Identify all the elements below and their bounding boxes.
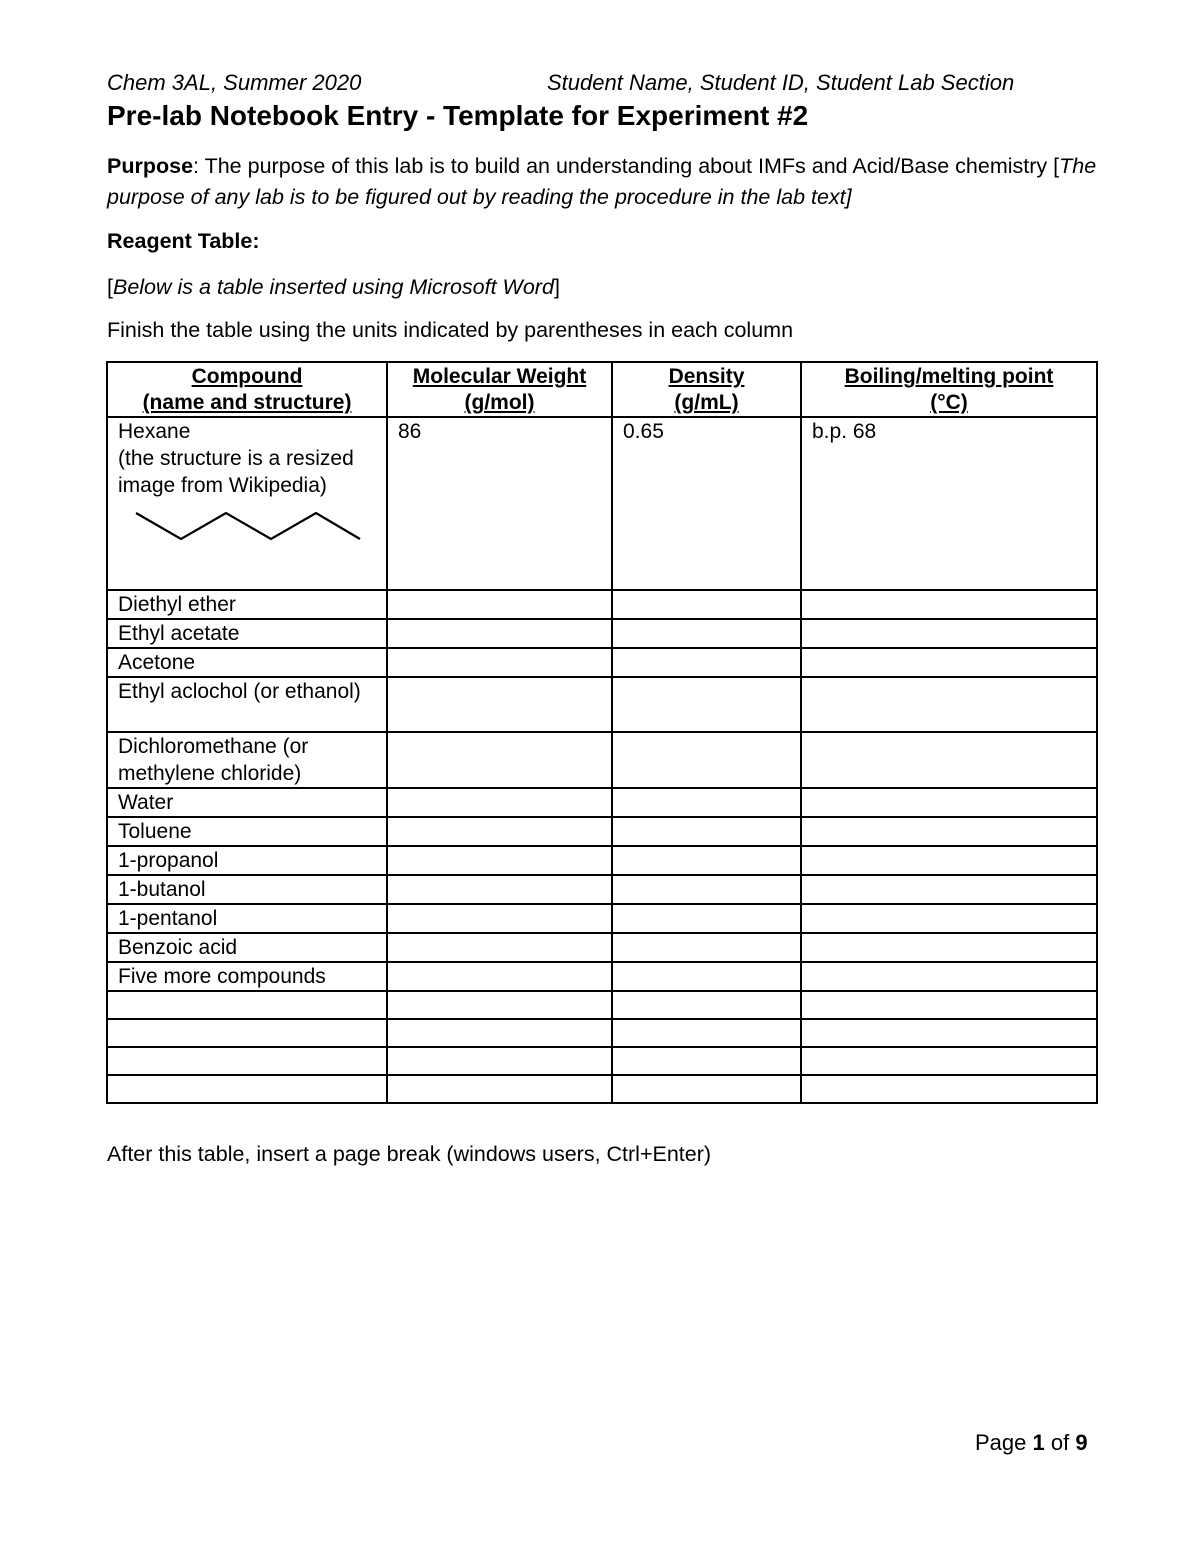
purpose-text: The purpose of this lab is to build an understanding about IMFs and Acid/Base chemistry [ [204,154,1060,178]
compound-cell[interactable]: Diethyl ether [107,590,387,619]
density-cell[interactable] [612,817,801,846]
compound-cell[interactable] [107,1075,387,1103]
compound-cell[interactable] [107,1019,387,1047]
header-boiling-point: Boiling/melting point (°C) [801,362,1097,417]
mw-cell[interactable] [387,619,612,648]
mw-cell[interactable] [387,962,612,991]
density-cell[interactable] [612,1047,801,1075]
mw-cell[interactable] [387,788,612,817]
mw-cell[interactable] [387,904,612,933]
table-header-row [107,362,1097,417]
table-note-text: Below is a table inserted using Microsoft Word [112,275,554,299]
mw-cell[interactable] [387,648,612,677]
purpose-note: The purpose of any lab is to be figured out by reading the procedure in the lab text] [107,154,1097,209]
bp-cell[interactable] [801,962,1097,991]
mw-cell[interactable] [387,677,612,732]
mw-cell[interactable] [387,933,612,962]
header-density: Density (g/mL) [612,362,801,417]
density-cell[interactable] [612,846,801,875]
purpose-paragraph: Purpose: The purpose of this lab is to build an understanding about IMFs and Acid/Base chemistry [The purpose of any lab is to be figured out by reading the procedure in the lab text] [107,154,1097,209]
finish-instruction: Finish the table using the units indicated by parentheses in each column [107,318,794,342]
table-row [107,875,1097,904]
total-pages: 9 [1075,1430,1088,1455]
header-molecular-weight: Molecular Weight (g/mol) [387,362,612,417]
table-row [107,846,1097,875]
density-cell[interactable] [612,732,801,788]
density-cell[interactable] [612,648,801,677]
table-row [107,417,1097,590]
table-row [107,904,1097,933]
mw-cell[interactable] [387,1047,612,1075]
table-row [107,788,1097,817]
mw-cell[interactable] [387,1075,612,1103]
density-cell[interactable] [612,1019,801,1047]
density-cell[interactable] [612,904,801,933]
header-compound: Compound (name and structure) [107,362,387,417]
compound-cell[interactable]: Ethyl aclochol (or ethanol) [107,677,387,732]
table-row [107,677,1097,732]
mw-cell[interactable] [387,875,612,904]
bp-cell[interactable] [801,1075,1097,1103]
table-row-empty [107,1019,1097,1047]
table-row-empty [107,991,1097,1019]
bp-cell[interactable] [801,619,1097,648]
course-label: Chem 3AL, Summer 2020 [107,70,362,95]
compound-cell[interactable] [107,1047,387,1075]
table-row [107,590,1097,619]
mw-cell[interactable] [387,1019,612,1047]
table-row [107,619,1097,648]
page-number: Page 1 of 9 [975,1430,1088,1455]
bp-cell[interactable] [801,817,1097,846]
compound-cell[interactable]: 1-butanol [107,875,387,904]
table-row [107,962,1097,991]
compound-cell[interactable]: Benzoic acid [107,933,387,962]
purpose-label: Purpose [107,154,194,178]
compound-cell[interactable]: Ethyl acetate [107,619,387,648]
density-cell[interactable] [612,875,801,904]
compound-cell[interactable]: Acetone [107,648,387,677]
bp-cell[interactable] [801,648,1097,677]
mw-cell[interactable] [387,846,612,875]
mw-cell[interactable] [387,590,612,619]
reagent-label: Reagent Table [107,229,253,253]
table-row-empty [107,1047,1097,1075]
compound-name: Hexane [118,420,191,443]
compound-cell[interactable]: Water [107,788,387,817]
density-cell[interactable] [612,1075,801,1103]
reagent-table [106,361,1098,1104]
bp-cell[interactable] [801,875,1097,904]
hexane-structure-image [134,509,362,545]
compound-cell[interactable]: 1-pentanol [107,904,387,933]
bp-cell[interactable] [801,904,1097,933]
structure-note: (the structure is a resized image from Wikipedia) [118,447,354,497]
reagent-heading: Reagent Table: [107,229,260,253]
mw-cell[interactable]: 86 [387,417,612,590]
density-cell[interactable] [612,933,801,962]
mw-cell[interactable] [387,732,612,788]
compound-cell[interactable]: Dichloromethane (or methylene chloride) [107,732,387,788]
bp-cell[interactable] [801,732,1097,788]
current-page: 1 [1032,1430,1045,1455]
page-title: Pre-lab Notebook Entry - Template for Experiment #2 [107,100,809,131]
density-cell[interactable] [612,590,801,619]
table-row [107,817,1097,846]
compound-cell[interactable] [107,417,387,590]
bp-cell[interactable] [801,590,1097,619]
density-cell[interactable]: 0.65 [612,417,801,590]
after-table-instruction: After this table, insert a page break (windows users, Ctrl+Enter) [107,1142,712,1166]
bp-cell[interactable] [801,846,1097,875]
compound-cell[interactable]: Toluene [107,817,387,846]
density-cell[interactable] [612,991,801,1019]
bp-cell[interactable] [801,933,1097,962]
compound-cell[interactable]: Five more compounds [107,962,387,991]
table-row [107,732,1097,788]
density-cell[interactable] [612,788,801,817]
student-info-label: Student Name, Student ID, Student Lab Section [547,70,1015,95]
mw-cell[interactable] [387,991,612,1019]
table-row [107,933,1097,962]
bp-cell[interactable] [801,991,1097,1019]
bp-cell[interactable] [801,1047,1097,1075]
bp-cell[interactable]: b.p. 68 [801,417,1097,590]
bp-cell[interactable] [801,1019,1097,1047]
table-note: [Below is a table inserted using Microsoft Word] [107,275,560,299]
table-row-empty [107,1075,1097,1103]
compound-cell[interactable]: 1-propanol [107,846,387,875]
bp-cell[interactable] [801,788,1097,817]
density-cell[interactable] [612,619,801,648]
density-cell[interactable] [612,677,801,732]
table-row [107,648,1097,677]
bp-cell[interactable] [801,677,1097,732]
density-cell[interactable] [612,962,801,991]
mw-cell[interactable] [387,817,612,846]
compound-cell[interactable] [107,991,387,1019]
